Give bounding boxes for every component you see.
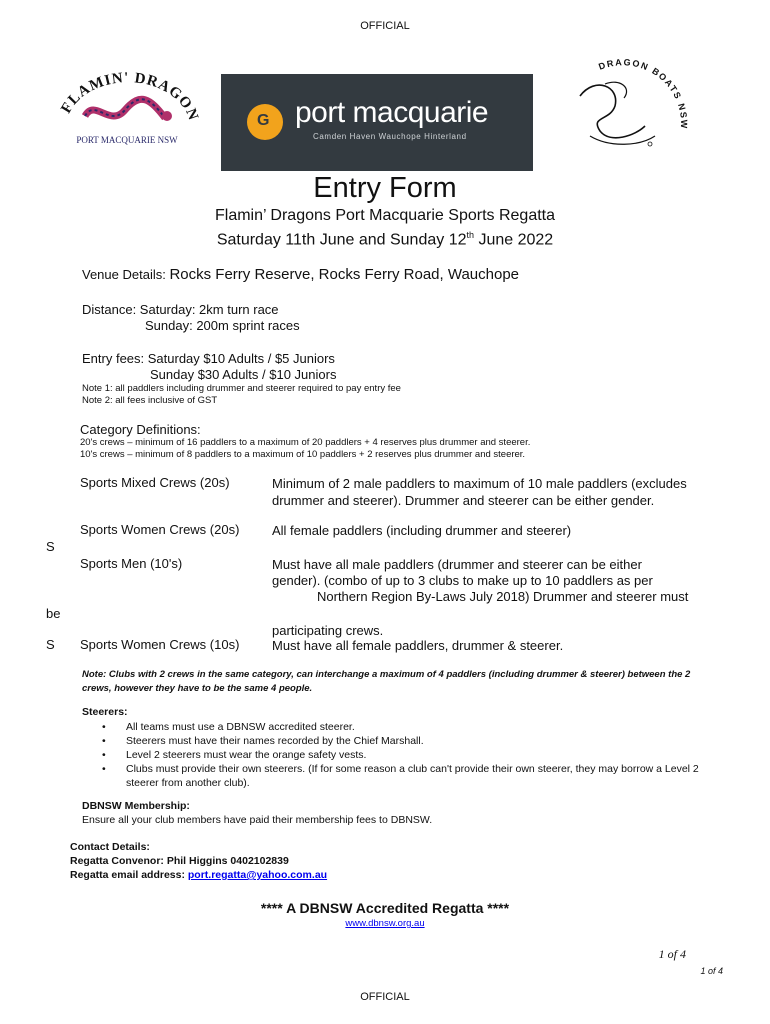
category-desc-line: gender). (combo of up to 3 clubs to make up to 10 paddlers as per	[272, 573, 653, 588]
accredited-banner: **** A DBNSW Accredited Regatta ****	[260, 900, 510, 916]
distance-sunday: Sunday: 200m sprint races	[145, 318, 300, 333]
category-desc: All female paddlers (including drummer and steerer)	[272, 523, 572, 538]
fees-sunday: Sunday $30 Adults / $10 Juniors	[150, 367, 337, 382]
membership-heading: DBNSW Membership:	[82, 800, 190, 812]
email-line: Regatta email address: port.regatta@yahoo.com.au	[70, 869, 328, 881]
port-macquarie-mark: G	[247, 104, 283, 140]
svg-text:FLAMIN' DRAGONS	[55, 58, 200, 123]
dbnsw-link[interactable]: www.dbnsw.org.au	[345, 918, 425, 929]
page-title: Entry Form	[313, 172, 457, 204]
list-item: • Steerers must have their names recorded by the Chief Marshall.	[102, 734, 722, 748]
steerers-list	[102, 720, 722, 790]
banner-subtitle: Camden Haven Wauchope Hinterland	[313, 132, 467, 141]
list-item: • Level 2 steerers must wear the orange safety vests.	[102, 748, 722, 762]
category-def-10s: 10's crews – minimum of 8 paddlers to a maximum of 10 paddlers + 2 reserves plus drummer and steerer.	[80, 449, 526, 460]
category-name: Sports Women Crews (10s)	[80, 637, 240, 652]
svg-text:DRAGON BOATS NSW INC	[560, 56, 689, 135]
category-heading: Category Definitions:	[80, 422, 201, 437]
steerers-heading: Steerers:	[82, 706, 128, 718]
category-desc-line: Northern Region By-Laws July 2018) Drummer and steerer must	[317, 589, 689, 604]
stray-letter: S	[46, 539, 55, 554]
category-def-20s: 20's crews – minimum of 16 paddlers to a maximum of 20 paddlers + 4 reserves plus drummer and steerer.	[80, 437, 531, 448]
fees-note-1: Note 1: all paddlers including drummer and steerer required to pay entry fee	[82, 383, 401, 394]
interchange-note: Note: Clubs with 2 crews in the same category, can interchange a maximum of 4 paddlers (including drummer & steerer) between the 2 crews, however they have to be the same 4 people.	[82, 669, 691, 694]
list-item: • Clubs must provide their own steerers. (If for some reason a club can't provide their own steerer, they may borrow a Level 2 steerer from another club).	[102, 762, 722, 790]
right-logo-text: DRAGON BOATS NSW	[597, 57, 690, 130]
category-desc-line: participating crews.	[272, 623, 384, 638]
dbnsw-link-wrap	[0, 918, 770, 929]
dragon-boats-nsw-logo	[560, 56, 690, 156]
category-desc-line: Must have all male paddlers (drummer and steerer can be either	[272, 557, 642, 572]
page-number: 1 of 4	[658, 947, 686, 961]
membership-text: Ensure all your club members have paid their membership fees to DBNSW.	[82, 814, 433, 826]
classification-header: OFFICIAL	[360, 20, 410, 32]
event-dates: Saturday 11th June and Sunday 12th June 2022	[216, 230, 554, 249]
stray-letter: be	[46, 606, 61, 621]
distance-saturday: Distance: Saturday: 2km turn race	[82, 302, 279, 317]
banner-brand: port macquarie	[295, 96, 489, 129]
page-number-small: 1 of 4	[700, 966, 723, 976]
left-logo-caption: PORT MACQUARIE NSW	[76, 135, 178, 145]
convenor-line: Regatta Convenor: Phil Higgins 0402102839	[70, 855, 289, 867]
fees-saturday: Entry fees: Saturday $10 Adults / $5 Juniors	[82, 351, 335, 366]
category-name: Sports Men (10's)	[80, 556, 183, 571]
category-name: Sports Mixed Crews (20s)	[80, 475, 230, 490]
list-item: • All teams must use a DBNSW accredited steerer.	[102, 720, 722, 734]
category-desc: Must have all female paddlers, drummer & steerer.	[272, 638, 564, 653]
category-desc: Minimum of 2 male paddlers to maximum of 10 male paddlers (excludes drummer and steerer). Drummer and steerer can be either gender.	[272, 476, 687, 508]
left-logo-text: FLAMIN' DRAGON	[58, 70, 200, 124]
port-macquarie-banner	[221, 74, 533, 171]
email-link[interactable]: port.regatta@yahoo.com.au	[187, 869, 328, 881]
stray-letter: S	[46, 637, 55, 652]
venue-details: Venue Details: Rocks Ferry Reserve, Rocks Ferry Road, Wauchope	[82, 266, 520, 283]
contact-heading: Contact Details:	[70, 841, 150, 853]
fees-note-2: Note 2: all fees inclusive of GST	[82, 395, 218, 406]
flamin-dragons-logo	[55, 58, 200, 148]
event-name: Flamin’ Dragons Port Macquarie Sports Regatta	[215, 207, 555, 224]
category-name: Sports Women Crews (20s)	[80, 522, 240, 537]
classification-footer: OFFICIAL	[360, 991, 410, 1003]
